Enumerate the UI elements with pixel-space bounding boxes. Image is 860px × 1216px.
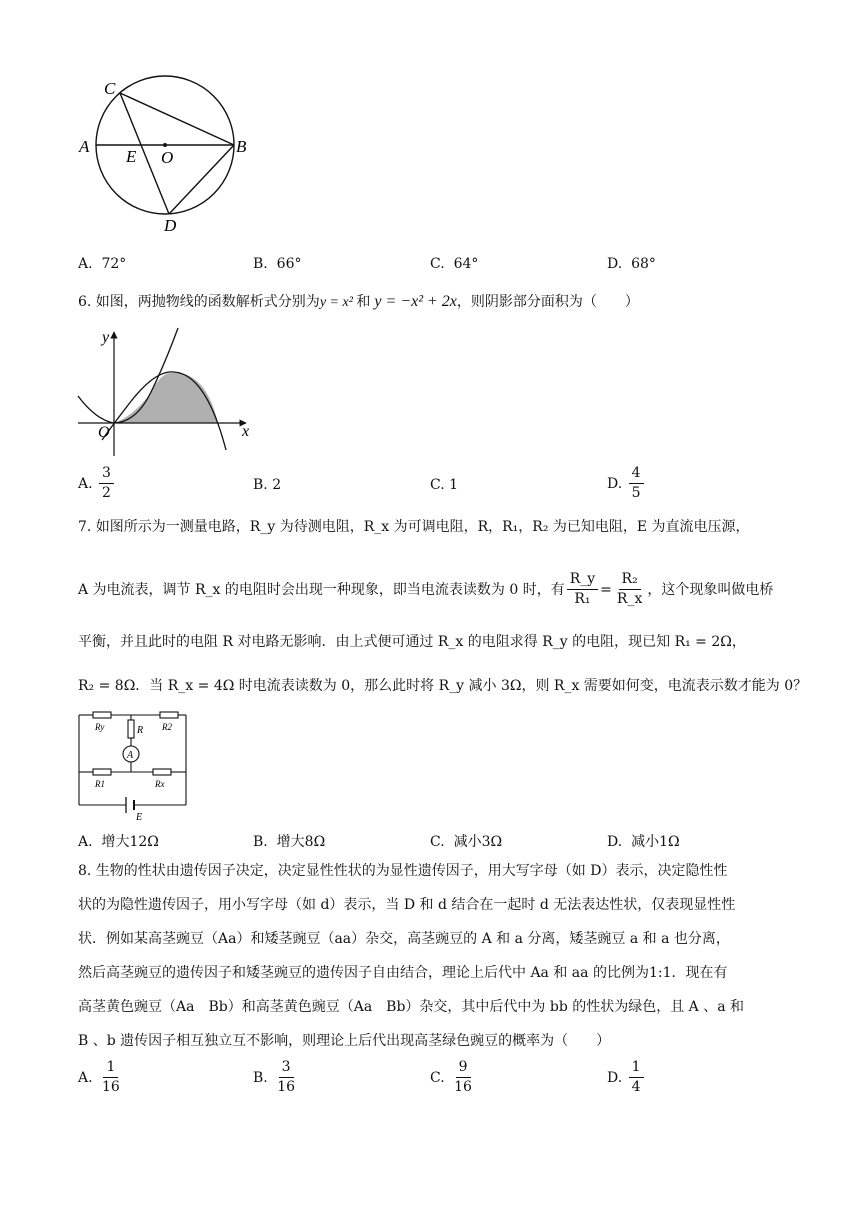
q5-option-b[interactable]: B. 66° xyxy=(253,256,302,272)
q8-line-6: B 、b 遗传因子相互独立互不影响，则理论上后代出现高茎绿色豌豆的概率为（ ） xyxy=(78,1033,611,1049)
label-rx: Rx xyxy=(155,779,165,789)
q8-option-b[interactable]: B. $\frac{3}{16}$ xyxy=(253,1059,296,1096)
origin-label: O xyxy=(98,424,110,441)
q7-option-b[interactable]: B. 增大8Ω xyxy=(253,834,326,850)
q7-line-4: R₂ = 8Ω．当 R_x = 4Ω 时电流表读数为 0，那么此时将 R_y 减小 3Ω，则 R_x 需要如何变，电流表示数才能为 0？ xyxy=(78,678,808,694)
q5-option-c[interactable]: C. 64° xyxy=(430,256,479,272)
label-c: C xyxy=(104,79,116,98)
shaded-region xyxy=(114,373,218,423)
q7-option-a[interactable]: A. 增大12Ω xyxy=(78,834,159,850)
q8-option-a[interactable]: A. $\frac{1}{16}$ xyxy=(78,1059,120,1096)
parabola-graph xyxy=(76,326,256,458)
label-r1: R1 xyxy=(95,779,105,789)
q8-line-4: 然后高茎豌豆的遗传因子和矮茎豌豆的遗传因子自由结合，理论上后代中 Aa 和 aa 的比例为1:1．现在有 xyxy=(78,965,728,981)
q6-stem: 6. 如图，两抛物线的函数解析式分别为y = x² 和 y = −x² + 2x，则阴影部分面积为（ ） xyxy=(78,293,639,310)
center-point xyxy=(163,143,167,147)
q8-line-2: 状的为隐性遗传因子，用小写字母（如 d）表示，当 D 和 d 结合在一起时 d 无法表达性状，仅表现显性性 xyxy=(78,897,736,913)
chord-cb xyxy=(120,93,234,145)
q5-option-a[interactable]: A. 72° xyxy=(78,256,127,272)
q8-line-5: 高茎黄色豌豆（Aa Bb）和高茎黄色豌豆（Aa Bb）杂交，其中后代中为 bb 的性状为绿色，且 A 、a 和 xyxy=(78,999,745,1015)
label-r2: R2 xyxy=(162,722,172,732)
label-a: A xyxy=(79,137,90,156)
q8-line-3: 状．例如某高茎豌豆（Aa）和矮茎豌豆（aa）杂交，高茎豌豆的 A 和 a 分离，矮茎豌豆 a 和 a 也分离， xyxy=(78,931,730,947)
q7-line-2: A 为电流表，调节 R_x 的电阻时会出现一种现象，即当电流表读数为 0 时，有 $\frac{R\_y}{\text{R₁}}$ = $\frac{\text{R₂}}{R\_x}$ ，这个现象叫做电桥 xyxy=(78,571,774,608)
axis-x-label: x xyxy=(242,423,250,440)
label-b: B xyxy=(236,137,247,156)
label-e: E xyxy=(126,147,137,166)
label-e: E xyxy=(136,812,143,822)
resistor-r xyxy=(128,720,134,738)
q8-line-1: 8. 生物的性状由遗传因子决定，决定显性性状的为显性遗传因子，用大写字母（如 D）表示，决定隐性性 xyxy=(78,863,728,879)
q8-option-d[interactable]: D. $\frac{1}{4}$ xyxy=(607,1060,646,1096)
label-o: O xyxy=(161,148,174,167)
q7-option-d[interactable]: D. 减小1Ω xyxy=(607,834,680,850)
resistor-ry xyxy=(93,712,111,718)
label-ammeter: A xyxy=(127,750,134,761)
circuit-diagram xyxy=(76,706,192,822)
axis-y-label: y xyxy=(102,329,110,346)
resistor-rx xyxy=(153,769,171,775)
label-ry: Ry xyxy=(95,722,105,732)
q7-line-1: 7. 如图所示为一测量电路，R_y 为待测电阻，R_x 为可调电阻，R，R₁，R₂ 为已知电阻，E 为直流电压源， xyxy=(78,519,750,535)
q7-line-3: 平衡，并且此时的电阻 R 对电路无影响．由上式便可通过 R_x 的电阻求得 R_y 的电阻，现已知 R₁ = 2Ω， xyxy=(78,634,746,650)
q6-option-c[interactable]: C. 1 xyxy=(430,477,459,493)
circle-figure xyxy=(70,70,260,240)
resistor-r2 xyxy=(160,712,178,718)
q6-option-b[interactable]: B. 2 xyxy=(253,477,282,493)
q8-option-c[interactable]: C. $\frac{9}{16}$ xyxy=(430,1059,472,1096)
resistor-r1 xyxy=(93,769,111,775)
q6-option-d[interactable]: D. $\frac{4}{5}$ xyxy=(607,466,646,502)
q6-option-a[interactable]: A. $\frac{3}{2}$ xyxy=(78,466,116,502)
q5-option-d[interactable]: D. 68° xyxy=(607,256,656,272)
label-r: R xyxy=(137,725,144,736)
label-d: D xyxy=(164,216,177,235)
q7-option-c[interactable]: C. 减小3Ω xyxy=(430,834,503,850)
